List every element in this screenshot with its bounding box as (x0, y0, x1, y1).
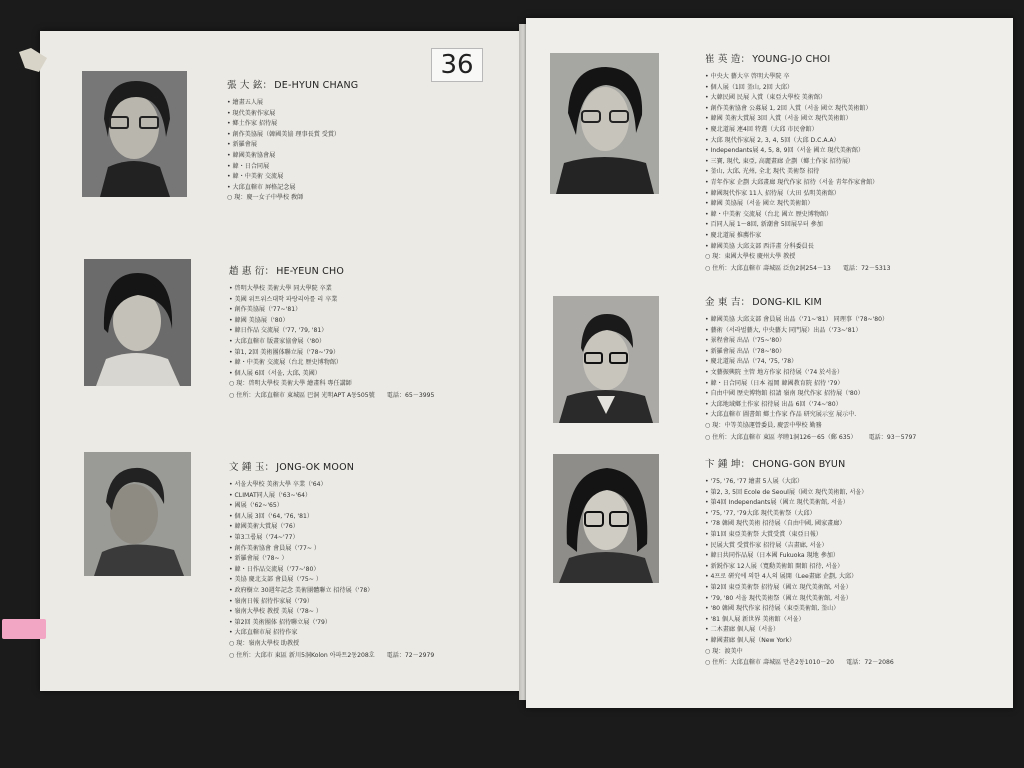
exhibition-line: • 繪畫五人展 (227, 98, 358, 109)
exhibition-line: • '75, '76, '77 繪畫 5人展（大邱） (705, 477, 894, 488)
exhibition-line: • 大邱 現代作家展 2, 3, 4, 5回（大邱 D.C.A.A） (705, 136, 890, 147)
exhibition-line: • 韓國 美術大賞展 3回 入賞（서울 國立 現代美術館） (705, 114, 890, 125)
exhibition-line: • 韓・中美術 交流展（台北 國立 歷史博物館） (705, 210, 890, 221)
exhibition-line: • 韓國 美協展（서울 國立 現代美術館） (705, 199, 890, 210)
artist-current-position: ○ 現：渡美中 (705, 647, 894, 658)
portrait-photo-jong-ok-moon (84, 452, 191, 576)
right-page (526, 18, 1013, 708)
exhibition-line: • 政府樹立 30週年記念 美術團體聯立 招待展（'78） (229, 586, 434, 597)
artist-current-position: ○ 現：東國大學校 慶州大學 教授 (705, 252, 890, 263)
exhibition-line: • 國展（'62~'65） (229, 501, 434, 512)
exhibition-line: • 韓國美協 大邱支部 會員展 出品（'71~'81） 同理事（'78~'80） (705, 315, 916, 326)
exhibition-line: • 美協 慶北支部 會員展（'75~ ） (229, 575, 434, 586)
exhibition-line: • 新羅會展 (227, 140, 358, 151)
exhibition-line: • 新鋭作家 12人展（寬勳美術館 開館 招待, 서울） (705, 562, 894, 573)
exhibition-line: • 新羅會展（'78~ ） (229, 554, 434, 565)
artist-exhibition-list (705, 72, 890, 252)
exhibition-line: • 大邱直轄市 版畫家協會展（'80） (229, 337, 434, 348)
exhibition-line: • 文藝振興院 主管 地方作家 招待展（'74 於서울） (705, 368, 916, 379)
exhibition-line: • 第2回 東亞美術祭 招待展（國立 現代美術館, 서울） (705, 583, 894, 594)
exhibition-line: • 韓國畫廊 個人展（New York） (705, 636, 894, 647)
exhibition-line: • 創作美協展（'77~'81） (229, 305, 434, 316)
artist-contact: ○ 住所：大邱市 東區 新川5洞Kolon 아파트2동208호 電話：72－2979 (229, 651, 434, 662)
exhibition-line: • 第1回 東亞美術祭 大賞受賞（東亞日報） (705, 530, 894, 541)
exhibition-line: • 百同人展 1～8回, 新潮會 5回展부터 參加 (705, 220, 890, 231)
artist-name: 金 東 吉： DONG-KIL KIM (705, 297, 822, 308)
artist-entry-young-jo-choi (705, 51, 890, 274)
exhibition-line: • 韓國 美協展（'80） (229, 316, 434, 327)
exhibition-line: • 韓國美術協會展 (227, 151, 358, 162)
exhibition-line: • '75, '77, '79大邱 現代美術祭（大邱） (705, 509, 894, 520)
exhibition-line: • CLIMAT同人展（'63~'64） (229, 491, 434, 502)
exhibition-line: • '80 韓國 現代作家 招待展（東亞美術館, 釜山） (705, 604, 894, 615)
exhibition-line: • 大邱地域鄕土作家 招待展 出品 6回（'74~'80） (705, 400, 916, 411)
artist-contact: ○ 住所：大邱直轄市 壽城區 泛魚2洞254－13 電話：72－5313 (705, 264, 890, 275)
exhibition-line: • 民展大賞 受賞作家 招待展（吉畫廊, 서울） (705, 541, 894, 552)
exhibition-line: • 嶺南日報 招待作家展（'79） (229, 597, 434, 608)
artist-exhibition-list (705, 315, 916, 421)
exhibition-line: • 創作美術協會 公募展 1, 2回 入賞（서울 國立 現代美術館） (705, 104, 890, 115)
exhibition-line: • 現代美術作家展 (227, 109, 358, 120)
portrait-photo-young-jo-choi (550, 53, 659, 194)
exhibition-line: • 第2回 美術團体 招待聯立展（'79） (229, 618, 434, 629)
exhibition-line: • 慶北道展 出品（'74, '75, '78） (705, 357, 916, 368)
exhibition-line: • 4프로 硏究에 의한 4人의 展開（Lee畫廊 企劃, 大邱） (705, 572, 894, 583)
exhibition-line: • 個人展（1回 釜山, 2回 大邱） (705, 83, 890, 94)
artist-current-position: ○ 現：嶺南大學校 助教授 (229, 639, 434, 650)
artist-current-position: ○ 現：慶一女子中學校 敎師 (227, 193, 358, 204)
exhibition-line: • '81 個人展 新世界 美術館（서울） (705, 615, 894, 626)
exhibition-line: • 第2, 3, 5回 Ecole de Seoul展（國立 現代美術館, 서울） (705, 488, 894, 499)
artist-name: 文 鍾 玉： JONG-OK MOON (229, 462, 355, 473)
exhibition-line: • 創作美協展（韓國美協 理事長賞 受賞） (227, 130, 358, 141)
artist-entry-chong-gon-byun (705, 456, 894, 669)
artist-name: 趙 惠 衍： HE-YEUN CHO (229, 266, 345, 277)
artist-current-position: ○ 現：中等美協運營委員, 慶雲中學校 勤務 (705, 421, 916, 432)
artist-contact: ○ 住所：大邱直轄市 東城區 巴洞 光明APT A동505號 電話：65－3995 (229, 391, 434, 402)
artist-name: 卞 鍾 坤： CHONG-GON BYUN (705, 459, 846, 470)
exhibition-line: • 韓日共同作品展（日本國 Fukuoka 現地 參加） (705, 551, 894, 562)
exhibition-line: • 個人展 6回（서울, 大邱, 美國） (229, 369, 434, 380)
exhibition-line: • 嶺南大學校 教授 美展（'78~ ） (229, 607, 434, 618)
exhibition-line: • 大邱直轄市 圖書館 鄕土作家 作品 研究展示室 展示中. (705, 410, 916, 421)
exhibition-line: • 韓日作品 交流展（'77, '79, '81） (229, 326, 434, 337)
exhibition-line: • 韓・中美術 交流展 (227, 172, 358, 183)
exhibition-line: • 慶北道展 連4回 特選（大邱 市民會館） (705, 125, 890, 136)
exhibition-line: • 個人展 3回（'64, '76, '81） (229, 512, 434, 523)
exhibition-line: • 藝術（서라벌藝大, 中央藝大 同門展）出品（'73~'81） (705, 326, 916, 337)
exhibition-line: • 大邱直轄市 屛格記念展 (227, 183, 358, 194)
exhibition-line: • Independants展 4, 5, 8, 9回（서울 國立 現代美術館） (705, 146, 890, 157)
artist-contact: ○ 住所：大邱直轄市 壽城區 만촌2동1010－20 電話：72－2086 (705, 658, 894, 669)
exhibition-line: • 釜山, 大邱, 光州, 全北 現代 美術祭 招待 (705, 167, 890, 178)
exhibition-line: • 自由中國 歷史博物館 招請 嶺南 現代作家 招待展（'80） (705, 389, 916, 400)
exhibition-line: • 中央大 藝大卒 啓明大學院 卒 (705, 72, 890, 83)
pink-tab-marker (2, 619, 46, 639)
exhibition-line: • 新羅會展 出品（'78~'80） (705, 347, 916, 358)
exhibition-line: • 第1, 2回 美術團体聯立展（'78~'79） (229, 348, 434, 359)
exhibition-line: • 韓・日合同展（日本 福岡 韓國教育院 招待 '79） (705, 379, 916, 390)
exhibition-line: • 鄕土作家 招待展 (227, 119, 358, 130)
artist-exhibition-list (229, 480, 434, 639)
exhibition-line: • 景程會展 出品（'75~'80） (705, 336, 916, 347)
exhibition-line: • 韓・日合同展 (227, 162, 358, 173)
artist-contact: ○ 住所：大邱直轄市 東區 孝睦1洞126－65（郵 635） 電話：93－5797 (705, 433, 916, 444)
artist-current-position: ○ 現：啓明大學校 美術大學 繪畫科 專任講師 (229, 379, 434, 390)
exhibition-line: • 啓明大學校 美術大學 同大學院 卒業 (229, 284, 434, 295)
exhibition-line: • 三寶, 現代, 東亞, 高麗畫廊 企劃（鄕土作家 招待展） (705, 157, 890, 168)
page-number: 36 (431, 48, 483, 82)
artist-exhibition-list (227, 98, 358, 193)
exhibition-line: • 青年作家 企劃 大邱畫廊 現代作家 招待（서울 靑年作家會館） (705, 178, 890, 189)
portrait-photo-chong-gon-byun (553, 454, 659, 583)
exhibition-line: • 大邱直轄市展 招待作家 (229, 628, 434, 639)
artist-entry-dong-kil-kim (705, 294, 916, 443)
exhibition-line: • 美國 위트위스대학 파랑리아를 리 卒業 (229, 295, 434, 306)
artist-entry-he-yeun-cho (229, 263, 434, 402)
exhibition-line: • '79, '80 서울 現代美術祭（國立 現代美術館, 서울） (705, 594, 894, 605)
exhibition-line: • 第4回 Independants展（國立 現代美術館, 서울） (705, 498, 894, 509)
artist-entry-de-hyun-chang (227, 77, 358, 204)
exhibition-line: • '78 韓國 現代美術 招待展（自由中國, 國家畫廊） (705, 519, 894, 530)
exhibition-line: • 第3그룹展（'74~'77） (229, 533, 434, 544)
portrait-photo-de-hyun-chang (82, 71, 187, 197)
artist-entry-jong-ok-moon (229, 459, 434, 661)
artist-name: 張 大 鉉： DE-HYUN CHANG (227, 80, 359, 91)
artist-name: 崔 英 造： YOUNG-JO CHOI (705, 54, 831, 65)
torn-paper-corner (17, 46, 57, 76)
exhibition-line: • 韓國美術大賞展（'76） (229, 522, 434, 533)
artist-exhibition-list (705, 477, 894, 647)
exhibition-line: • 大韓民國 民展 入賞（東亞大學校 美術館） (705, 93, 890, 104)
exhibition-line: • 二木畫廊 個人展（서울） (705, 625, 894, 636)
exhibition-line: • 韓・中美術 交流展（台北 歷史博物館） (229, 358, 434, 369)
exhibition-line: • 韓國美協 大邱支部 西洋畫 分科委員長 (705, 242, 890, 253)
exhibition-line: • 韓・日作品交流展（'77~'80） (229, 565, 434, 576)
artist-exhibition-list (229, 284, 434, 379)
portrait-photo-dong-kil-kim (553, 296, 659, 423)
exhibition-line: • 創作美術協會 會員展（'77~ ） (229, 544, 434, 555)
exhibition-line: • 慶北道展 推薦作家 (705, 231, 890, 242)
exhibition-line: • 韓國現代作家 11人 招待展（大田 弘明美術館） (705, 189, 890, 200)
portrait-photo-he-yeun-cho (84, 259, 191, 386)
left-page (40, 31, 523, 691)
exhibition-line: • 서울大學校 美術大學 卒業（'64） (229, 480, 434, 491)
